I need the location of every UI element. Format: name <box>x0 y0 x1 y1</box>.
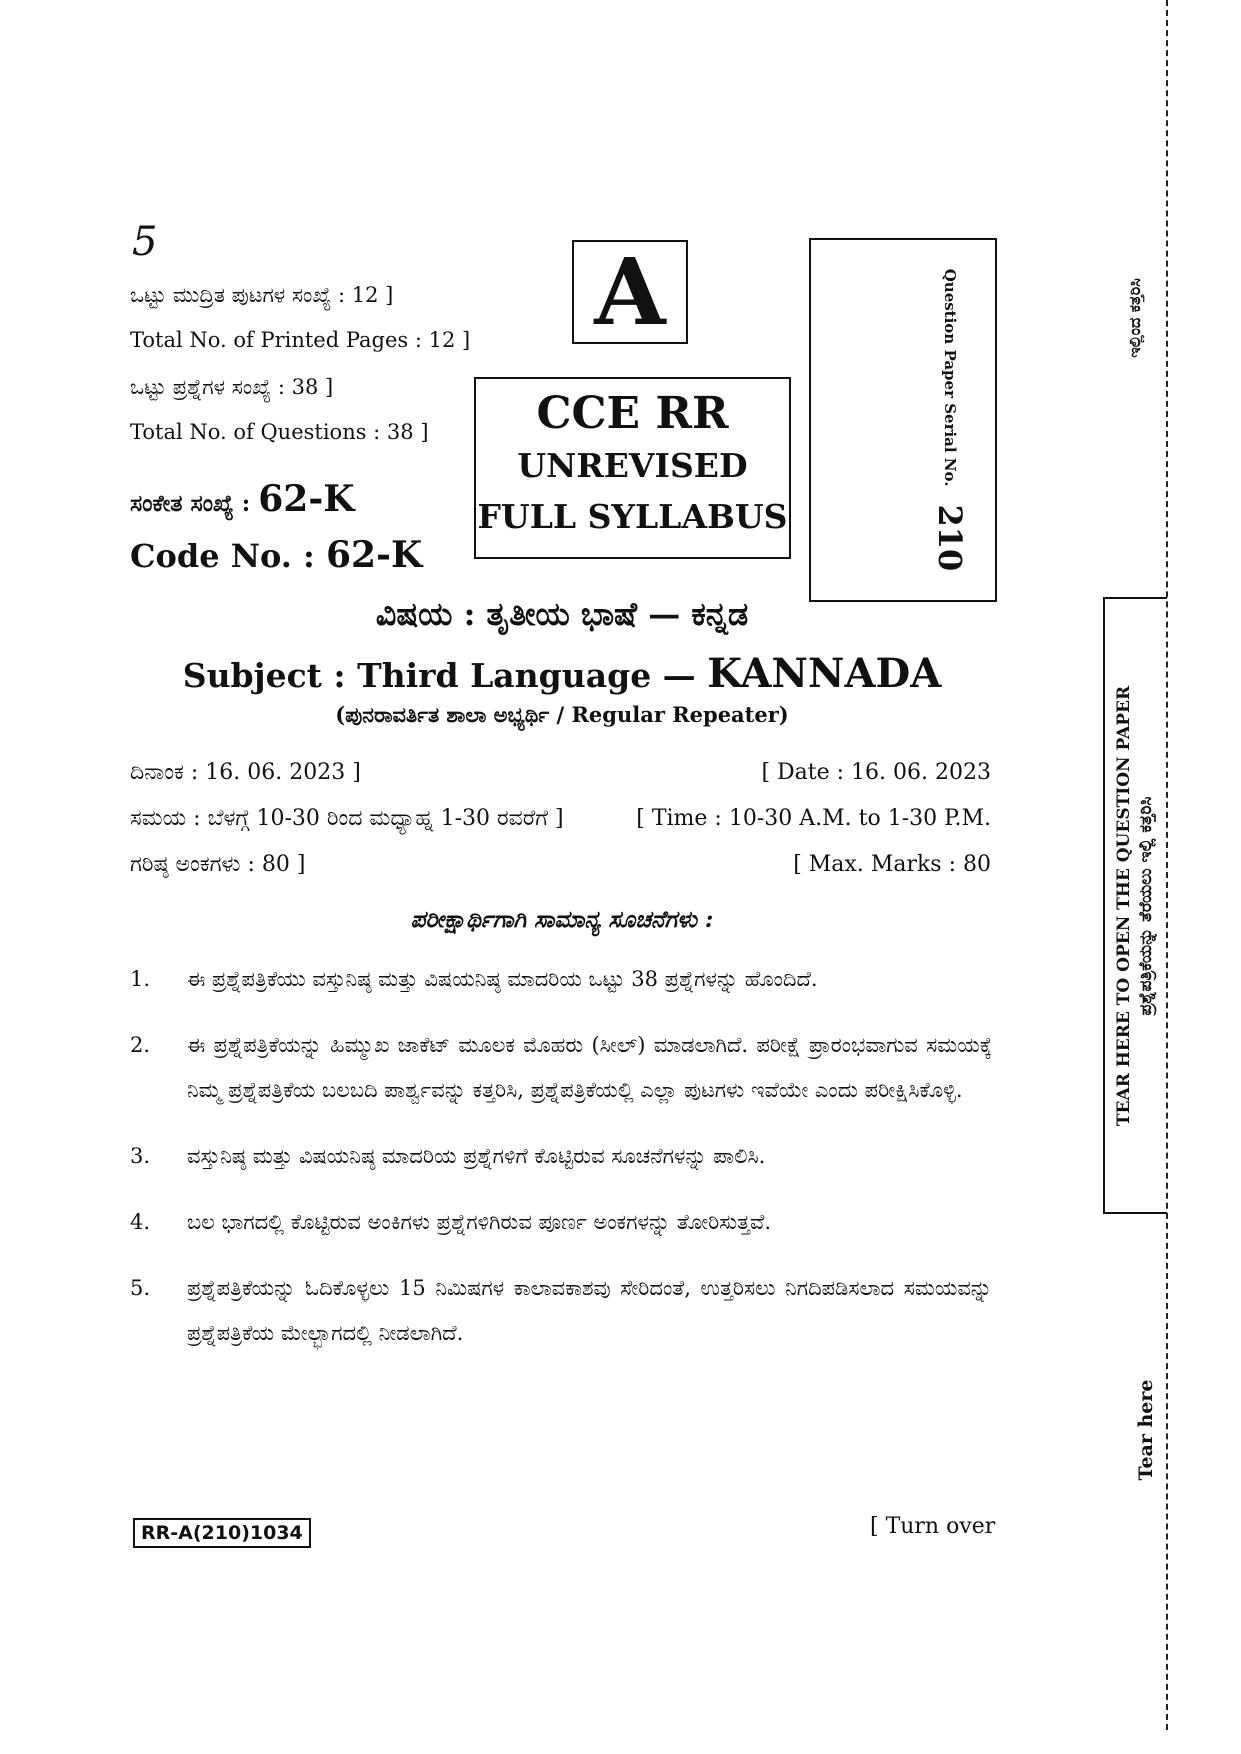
tear-instruction <box>1113 686 1157 1126</box>
instruction-number: 5. <box>130 1276 151 1300</box>
exam-title: CCE RR <box>536 388 729 439</box>
time-english: [ Time : 10-30 A.M. to 1-30 P.M. <box>636 806 991 831</box>
marks-kannada: ಗರಿಷ್ಠ ಅಂಕಗಳು : 80 ] <box>130 852 306 877</box>
instruction-number: 3. <box>130 1144 151 1168</box>
code-number-kannada <box>130 478 355 520</box>
date-english: [ Date : 16. 06. 2023 <box>761 760 991 785</box>
subject-english <box>0 650 1124 697</box>
instructions-list <box>130 957 992 1377</box>
code-number-english <box>130 534 422 576</box>
instruction-item <box>130 1134 992 1179</box>
instruction-item <box>130 1200 992 1245</box>
subject-kannada: ವಿಷಯ : ತೃತೀಯ ಭಾಷೆ — ಕನ್ನಡ <box>375 595 749 633</box>
paper-code: RR-A(210)1034 <box>133 1518 311 1548</box>
total-questions-english: Total No. of Questions : 38 ] <box>130 420 429 444</box>
syllabus-line-2: FULL SYLLABUS <box>477 497 788 536</box>
tear-instruction-kannada: ಪ್ರಶ್ನೆಪತ್ರಿಕೆಯನ್ನು ತೆರೆಯಲು ಇಲ್ಲಿ ಕತ್ತರಿಸಿ <box>1136 796 1156 1016</box>
serial-label: Question Paper Serial No. <box>941 268 959 487</box>
instruction-text: ಈ ಪ್ರಶ್ನೆಪತ್ರಿಕೆಯನ್ನು ಹಿಮ್ಮುಖ ಜಾಕೆಟ್ ಮೂಲಕ ಮೊಹರು (ಸೀಲ್) ಮಾಡಲಾಗಿದೆ. ಪರೀಕ್ಷೆ ಪ್ರಾರಂಭವಾಗುವ ಸಮಯಕ್ಕೆ ನಿಮ್ಮ ಪ್ರಶ್ನೆಪತ್ರಿಕೆಯ ಬಲಬದಿ ಪಾರ್ಶ್ವವನ್ನು ಕತ್ತರಿಸಿ, ಪ್ರಶ್ನೆಪತ್ರಿಕೆಯಲ್ಲಿ ಎಲ್ಲಾ ಪುಟಗಳು ಇವೆಯೇ ಎಂದು ಪರೀಕ್ಷಿಸಿಕೊಳ್ಳಿ. <box>187 1033 992 1102</box>
code-kn-value: 62-K <box>258 478 355 520</box>
instruction-number: 1. <box>130 967 151 991</box>
serial-value: 210 <box>931 504 969 572</box>
marks-english: [ Max. Marks : 80 <box>793 852 991 877</box>
exam-title-box <box>474 377 791 559</box>
instruction-text: ಪ್ರಶ್ನೆಪತ್ರಿಕೆಯನ್ನು ಓದಿಕೊಳ್ಳಲು 15 ನಿಮಿಷಗಳ ಕಾಲಾವಕಾಶವು ಸೇರಿದಂತೆ, ಉತ್ತರಿಸಲು ನಿಗದಿಪಡಿಸಲಾದ ಸಮಯವನ್ನು ಪ್ರಶ್ನೆಪತ್ರಿಕೆಯ ಮೇಲ್ಭಾಗದಲ್ಲಿ ನೀಡಲಾಗಿದೆ. <box>187 1276 992 1345</box>
instruction-item <box>130 1266 992 1356</box>
date-kannada: ದಿನಾಂಕ : 16. 06. 2023 ] <box>130 760 361 785</box>
instruction-text: ಬಲ ಭಾಗದಲ್ಲಿ ಕೊಟ್ಟಿರುವ ಅಂಕಿಗಳು ಪ್ರಶ್ನೆಗಳಿಗಿರುವ ಪೂರ್ಣ ಅಂಕಗಳನ್ನು ತೋರಿಸುತ್ತವೆ. <box>187 1210 772 1234</box>
candidate-type: (ಪುನರಾವರ್ತಿತ ಶಾಲಾ ಅಭ್ಯರ್ಥಿ / Regular Repeater) <box>335 702 789 727</box>
turn-over: [ Turn over <box>870 1514 996 1539</box>
tear-instruction-english: TEAR HERE TO OPEN THE QUESTION PAPER <box>1114 685 1134 1127</box>
syllabus-line-1: UNREVISED <box>517 446 748 485</box>
instruction-number: 2. <box>130 1033 151 1057</box>
instruction-text: ಈ ಪ್ರಶ್ನೆಪತ್ರಿಕೆಯು ವಸ್ತುನಿಷ್ಠ ಮತ್ತು ವಿಷಯನಿಷ್ಠ ಮಾದರಿಯ ಒಟ್ಟು 38 ಪ್ರಶ್ನೆಗಳನ್ನು ಹೊಂದಿದೆ. <box>187 967 818 991</box>
instruction-item <box>130 957 992 1002</box>
code-en-label: Code No. : <box>130 537 315 575</box>
instruction-item <box>130 1023 992 1113</box>
total-pages-kannada: ಒಟ್ಟು ಮುದ್ರಿತ ಪುಟಗಳ ಸಂಖ್ಯೆ : 12 ] <box>130 283 394 307</box>
code-kn-label: ಸಂಕೇತ ಸಂಖ್ಯೆ : <box>130 490 251 517</box>
version-box <box>572 240 688 344</box>
tear-here-label: Tear here <box>1135 1379 1157 1481</box>
page-number: 5 <box>132 219 158 265</box>
instruction-number: 4. <box>130 1210 151 1234</box>
code-en-value: 62-K <box>325 534 423 576</box>
total-pages-english: Total No. of Printed Pages : 12 ] <box>130 328 471 352</box>
cut-here-kannada: ಇಲ್ಲಿಂದ ಕತ್ತರಿಸಿ <box>1125 278 1144 358</box>
time-kannada: ಸಮಯ : ಬೆಳಗ್ಗೆ 10-30 ರಿಂದ ಮಧ್ಯಾಹ್ನ 1-30 ರವರೆಗೆ ] <box>130 806 564 831</box>
serial-number <box>931 269 969 572</box>
subject-prefix: Subject : Third Language — <box>182 656 708 695</box>
instruction-text: ವಸ್ತುನಿಷ್ಠ ಮತ್ತು ವಿಷಯನಿಷ್ಠ ಮಾದರಿಯ ಪ್ರಶ್ನೆಗಳಿಗೆ ಕೊಟ್ಟಿರುವ ಸೂಚನೆಗಳನ್ನು ಪಾಲಿಸಿ. <box>187 1144 766 1168</box>
total-questions-kannada: ಒಟ್ಟು ಪ್ರಶ್ನೆಗಳ ಸಂಖ್ಯೆ : 38 ] <box>130 375 334 399</box>
version-letter: A <box>594 238 666 346</box>
subject-language: KANNADA <box>707 650 942 697</box>
instructions-heading: ಪರೀಕ್ಷಾರ್ಥಿಗಾಗಿ ಸಾಮಾನ್ಯ ಸೂಚನೆಗಳು : <box>410 906 714 933</box>
